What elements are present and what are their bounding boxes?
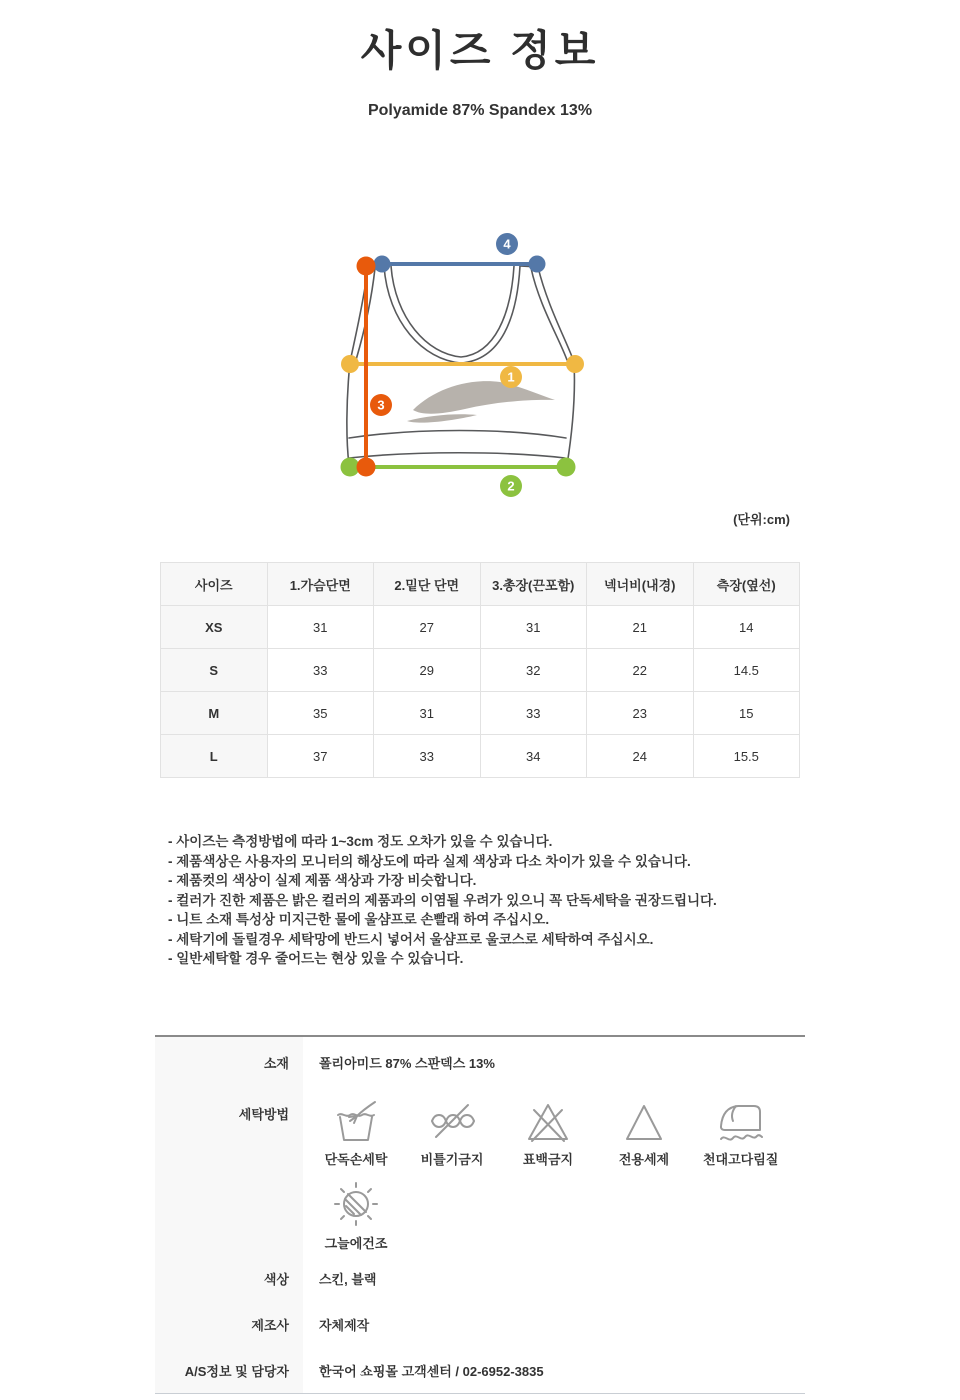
notice-item: - 제품컷의 색상이 실제 제품 색상과 가장 비슷합니다. — [168, 873, 477, 889]
notice-item: - 세탁기에 돌릴경우 세탁망에 반드시 넣어서 울샴프로 울코스로 세탁하여 주십시오. — [168, 931, 654, 947]
cell-value: 15.5 — [693, 735, 800, 778]
no-wring-icon — [427, 1098, 477, 1144]
col-header-size: 사이즈 — [161, 563, 268, 606]
material-value: 폴리아미드 87% 스판덱스 13% — [319, 1055, 495, 1071]
measure-line-chest — [341, 355, 584, 388]
svg-text:1: 1 — [507, 369, 515, 385]
measure-line-hem — [341, 458, 576, 498]
col-header-side: 측장(옆선) — [693, 563, 800, 606]
cell-value: 31 — [267, 606, 374, 649]
care-item-detergent — [607, 1098, 681, 1168]
shade-dry-icon — [332, 1180, 380, 1228]
care-label: 전용세제 — [618, 1151, 670, 1167]
color-label: 색상 — [155, 1256, 303, 1302]
notice-item: - 일반세탁할 경우 줄어드는 현상 있을 수 있습니다. — [168, 951, 464, 967]
detergent-icon — [620, 1098, 668, 1144]
size-label: XS — [161, 606, 268, 649]
no-bleach-icon — [524, 1098, 572, 1144]
care-item-no-wring — [415, 1098, 489, 1168]
cell-value: 22 — [587, 649, 694, 692]
cell-value: 27 — [374, 606, 481, 649]
care-item-shade-dry — [319, 1180, 393, 1252]
notice-item: - 니트 소재 특성상 미지근한 물에 울샴프로 손빨래 하여 주십시오. — [168, 912, 550, 928]
cell-value: 21 — [587, 606, 694, 649]
cell-value: 31 — [480, 606, 587, 649]
size-table — [160, 562, 800, 778]
cell-value: 14 — [693, 606, 800, 649]
cell-value: 15 — [693, 692, 800, 735]
cell-value: 29 — [374, 649, 481, 692]
brand-swoosh-logo — [407, 382, 555, 423]
cell-value: 33 — [267, 649, 374, 692]
size-label: M — [161, 692, 268, 735]
maker-label: 제조사 — [155, 1302, 303, 1348]
product-info-table — [155, 1035, 805, 1395]
care-item-iron — [703, 1098, 778, 1168]
col-header-chest: 1.가슴단면 — [267, 563, 374, 606]
measure-line-length — [357, 257, 393, 477]
cell-value: 33 — [374, 735, 481, 778]
cell-value: 23 — [587, 692, 694, 735]
col-header-hem: 2.밑단 단면 — [374, 563, 481, 606]
svg-text:2: 2 — [507, 478, 515, 494]
notice-list — [168, 832, 960, 969]
info-row-as — [155, 1348, 805, 1394]
notice-item: - 컬러가 진한 제품은 밝은 컬러의 제품과의 이염될 우려가 있으니 꼭 단독세탁을 권장드립니다. — [168, 892, 717, 908]
col-header-neck: 넥너비(내경) — [587, 563, 694, 606]
care-label: 천대고다림질 — [703, 1151, 779, 1167]
color-value: 스킨, 블랙 — [319, 1272, 377, 1288]
cell-value: 31 — [374, 692, 481, 735]
hand-wash-icon — [332, 1098, 380, 1144]
cell-value: 37 — [267, 735, 374, 778]
table-row-xs — [161, 606, 800, 649]
cell-value: 32 — [480, 649, 587, 692]
cell-value: 24 — [587, 735, 694, 778]
info-row-material — [155, 1036, 805, 1088]
cell-value: 33 — [480, 692, 587, 735]
cell-value: 35 — [267, 692, 374, 735]
bra-measurement-svg — [315, 210, 645, 505]
measurement-diagram — [315, 210, 645, 505]
care-label: 비틀기금지 — [420, 1151, 484, 1167]
svg-text:4: 4 — [503, 236, 511, 252]
notice-item: - 제품색상은 사용자의 모니터의 해상도에 따라 실제 색상과 다소 차이가 있을 수 있습니다. — [168, 853, 691, 869]
iron-with-cloth-icon — [716, 1098, 766, 1144]
info-row-wash — [155, 1088, 805, 1256]
cell-value: 34 — [480, 735, 587, 778]
size-label: L — [161, 735, 268, 778]
notice-item: - 사이즈는 측정방법에 따라 1~3cm 정도 오차가 있을 수 있습니다. — [168, 834, 553, 850]
care-item-no-bleach — [511, 1098, 585, 1168]
care-label: 단독손세탁 — [324, 1151, 388, 1167]
size-table-header-row — [161, 563, 800, 606]
table-row-l — [161, 735, 800, 778]
material-label: 소재 — [155, 1036, 303, 1088]
maker-value: 자체제작 — [319, 1318, 370, 1334]
page-title: 사이즈 정보 — [360, 27, 600, 74]
info-row-maker — [155, 1302, 805, 1348]
as-info-value: 한국어 쇼핑몰 고객센터 / 02-6952-3835 — [319, 1364, 544, 1380]
svg-text:3: 3 — [377, 397, 385, 413]
unit-label: (단위:cm) — [733, 512, 790, 528]
col-header-length: 3.총장(끈포함) — [480, 563, 587, 606]
table-row-m — [161, 692, 800, 735]
as-info-label: A/S정보 및 담당자 — [155, 1348, 303, 1394]
care-item-hand-wash — [319, 1098, 393, 1168]
table-row-s — [161, 649, 800, 692]
care-label: 그늘에건조 — [324, 1235, 388, 1251]
wash-method-label: 세탁방법 — [155, 1088, 303, 1256]
size-label: S — [161, 649, 268, 692]
care-label: 표백금지 — [522, 1151, 574, 1167]
cell-value: 14.5 — [693, 649, 800, 692]
info-row-color — [155, 1256, 805, 1302]
care-icon-grid — [319, 1098, 805, 1252]
fabric-composition: Polyamide 87% Spandex 13% — [367, 102, 593, 120]
